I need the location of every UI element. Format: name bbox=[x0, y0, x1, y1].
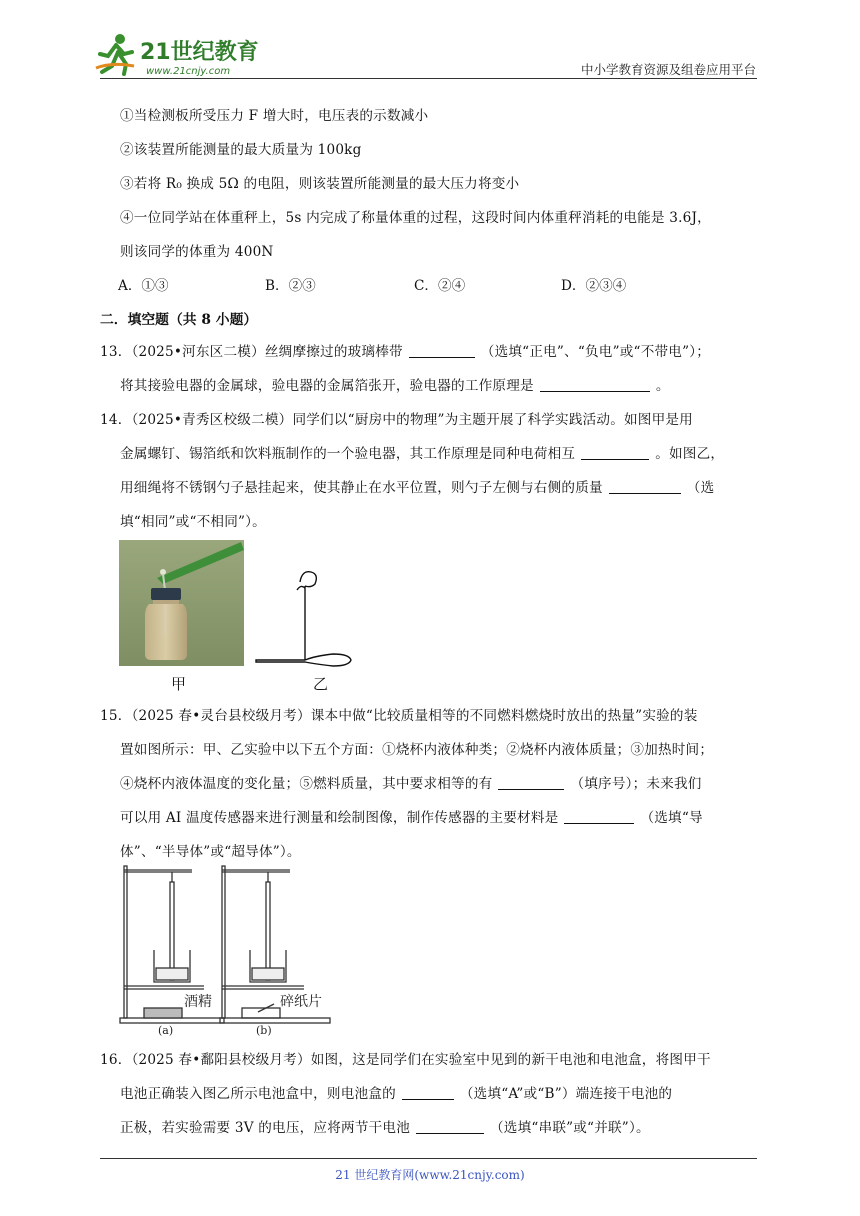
figure-label-jia: 甲 bbox=[171, 675, 187, 693]
svg-text:21世纪教育: 21世纪教育 bbox=[140, 40, 259, 65]
q15-blank-1 bbox=[498, 775, 564, 790]
option-c: C．②④ bbox=[414, 278, 466, 294]
q15-blank-2 bbox=[564, 809, 634, 824]
runner-icon bbox=[96, 34, 134, 74]
q13-line-2: 将其接验电器的金属球，验电器的金属箔张开，验电器的工作原理是 。 bbox=[120, 378, 670, 394]
q16-line-2: 电池正确装入图乙所示电池盒中，则电池盒的 （选填“A”或“B”）端连接干电池的 bbox=[120, 1086, 673, 1102]
q16-line-1: 16．（2025 春•鄱阳县校级月考）如图，这是同学们在实验室中见到的新干电池和电池盒，将图甲干 bbox=[100, 1052, 711, 1068]
q13-blank-1 bbox=[409, 343, 475, 358]
caption-b: (b) bbox=[256, 1024, 272, 1036]
q15-line-3: ④烧杯内液体温度的变化量；⑤燃料质量，其中要求相等的有 （填序号）；未来我们 bbox=[120, 776, 702, 792]
q14-figure bbox=[119, 540, 369, 693]
q15-line-4: 可以用 AI 温度传感器来进行测量和绘制图像，制作传感器的主要材料是 （选填“导 bbox=[120, 810, 703, 826]
fuel-label-alcohol: 酒精 bbox=[184, 994, 212, 1010]
q14-line-3: 用细绳将不锈钢勺子悬挂起来，使其静止在水平位置，则勺子左侧与右侧的质量 （选 bbox=[120, 480, 715, 496]
option-d: D．②③④ bbox=[561, 278, 627, 294]
electroscope-photo bbox=[119, 540, 244, 666]
q15-line-1: 15．（2025 春•灵台县校级月考）课本中做“比较质量相等的不同燃料燃烧时放出的热量”实验的装 bbox=[100, 708, 698, 724]
option-b: B．②③ bbox=[265, 278, 316, 294]
fuel-label-paper: 碎纸片 bbox=[280, 994, 322, 1010]
section-title: 二．填空题（共 8 小题） bbox=[100, 312, 258, 328]
footer-divider bbox=[100, 1158, 757, 1159]
q16-line-3: 正极，若实验需要 3V 的电压，应将两节干电池 （选填“串联”或“并联”）。 bbox=[120, 1120, 650, 1136]
q13-blank-2 bbox=[540, 377, 650, 392]
q15-line-5: 体”、“半导体”或“超导体”）。 bbox=[120, 844, 301, 860]
platform-title: 中小学教育资源及组卷应用平台 bbox=[580, 62, 756, 77]
figure-label-yi: 乙 bbox=[313, 675, 329, 693]
q14-blank-2 bbox=[609, 479, 681, 494]
caption-a: (a) bbox=[158, 1024, 174, 1036]
q16-blank-2 bbox=[416, 1119, 484, 1134]
q14-blank-1 bbox=[581, 445, 649, 460]
q14-line-1: 14．（2025•青秀区校级二模）同学们以“厨房中的物理”为主题开展了科学实践活动。如图甲是用 bbox=[100, 412, 693, 428]
option-a: A．①③ bbox=[118, 278, 169, 294]
header-divider bbox=[100, 78, 757, 79]
q14-line-2: 金属螺钉、锡箔纸和饮料瓶制作的一个验电器，其工作原理是同种电荷相互 。如图乙， bbox=[120, 446, 725, 462]
q15-line-2: 置如图所示：甲、乙实验中以下五个方面：①烧杯内液体种类；②烧杯内液体质量；③加热时间； bbox=[120, 742, 714, 758]
q15-heating-apparatus-figure bbox=[118, 862, 334, 1036]
statement-4-line-2: 则该同学的体重为 400N bbox=[120, 244, 274, 260]
q13-line-1: 13．（2025•河东区二模）丝绸摩擦过的玻璃棒带 （选填“正电”、“负电”或“不带电”）； bbox=[100, 344, 711, 360]
svg-text:www.21cnjy.com: www.21cnjy.com bbox=[146, 66, 231, 77]
statement-4-line-1: ④一位同学站在体重秤上，5s 内完成了称量体重的过程，这段时间内体重秤消耗的电能是 3.6J， bbox=[120, 210, 711, 226]
statement-3: ③若将 R₀ 换成 5Ω 的电阻，则该装置所能测量的最大压力将变小 bbox=[120, 176, 520, 192]
statement-2: ②该装置所能测量的最大质量为 100kg bbox=[120, 142, 362, 158]
footer-text: 21 世纪教育网(www.21cnjy.com) bbox=[335, 1168, 525, 1182]
q14-line-4: 填“相同”或“不相同”）。 bbox=[120, 514, 266, 530]
q16-blank-1 bbox=[402, 1085, 454, 1100]
site-logo bbox=[94, 32, 264, 78]
statement-1: ①当检测板所受压力 F 增大时，电压表的示数减小 bbox=[120, 108, 429, 124]
hanging-spoon-drawing bbox=[256, 572, 351, 666]
